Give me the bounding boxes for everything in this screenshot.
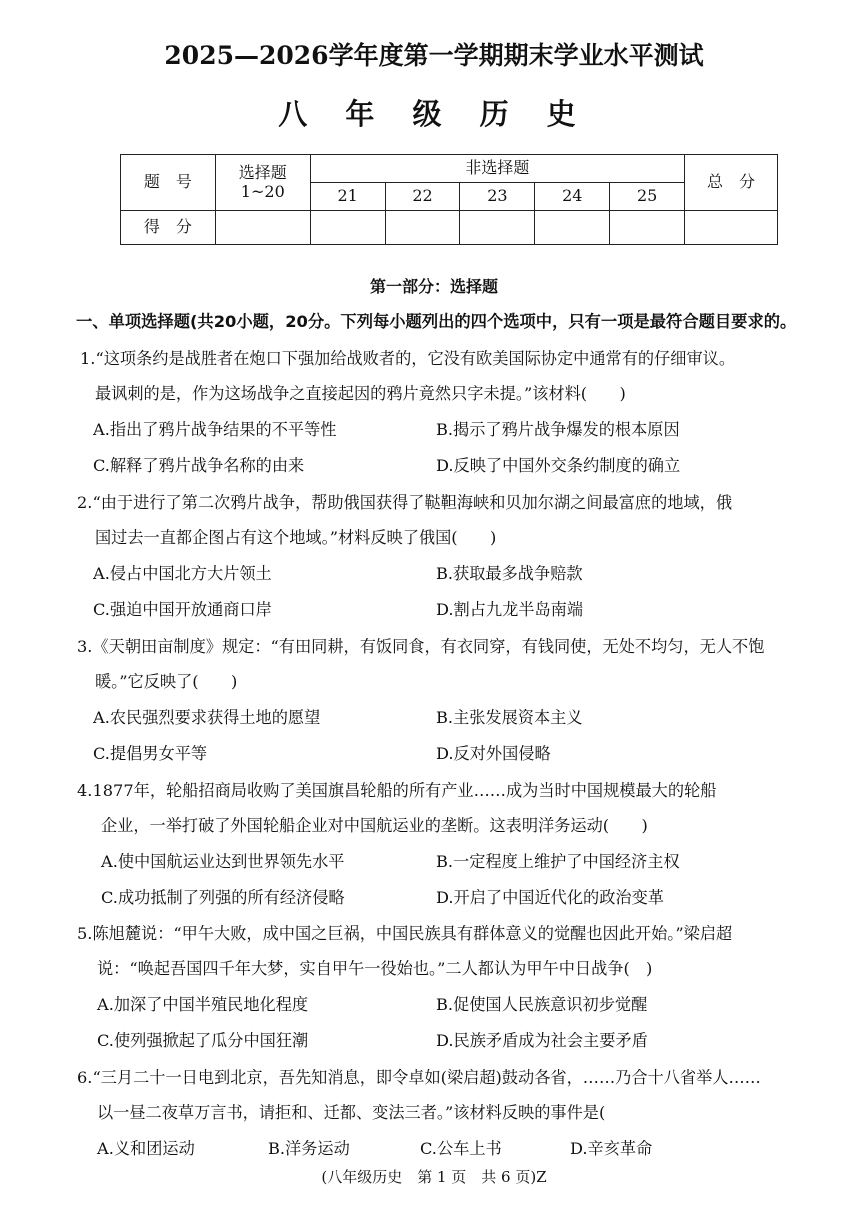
question-6-option-a[interactable]: A.义和团运动	[97, 1139, 195, 1158]
question-1-option-c[interactable]: C.解释了鸦片战争名称的由来	[93, 456, 305, 475]
section-title: 第一部分：选择题	[369, 277, 498, 296]
question-3-stem-line-1: 3.《天朝田亩制度》规定：“有田同耕，有饭同食，有衣同穿，有钱同使，无处不均匀，无人不饱	[77, 637, 765, 656]
question-5-option-d[interactable]: D.民族矛盾成为社会主要矛盾	[436, 1031, 648, 1050]
question-4-option-c[interactable]: C.成功抵制了列强的所有经济侵略	[101, 888, 345, 907]
question-5-stem-line-1: 5.陈旭麓说：“甲午大败，成中国之巨祸，中国民族具有群体意义的觉醒也因此开始。”梁启超	[77, 924, 733, 943]
question-2-stem-line-1: 2.“由于进行了第二次鸦片战争，帮助俄国获得了鞑靼海峡和贝加尔湖之间最富庶的地域，俄	[77, 493, 733, 512]
page-footer: (八年级历史 第 1 页 共 6 页)Z	[321, 1168, 547, 1186]
question-number: 25	[610, 183, 685, 211]
question-1-option-d[interactable]: D.反映了中国外交条约制度的确立	[436, 456, 681, 475]
score-table	[120, 154, 778, 245]
question-6-option-d[interactable]: D.辛亥革命	[570, 1139, 653, 1158]
question-3-stem-line-2: 暖。”它反映了( )	[95, 672, 238, 691]
exam-subject: 八 年 级 历 史	[278, 97, 590, 131]
question-6-stem-line-1: 6.“三月二十一日电到北京，吾先知消息，即令卓如(梁启超)鼓动各省，……乃合十八省举人……	[77, 1068, 761, 1087]
nonchoice-header: 非选择题	[310, 155, 684, 183]
row-label-question-no: 题 号	[121, 155, 216, 211]
question-5-option-b[interactable]: B.促使国人民族意识初步觉醒	[436, 995, 648, 1014]
question-2-stem-line-2: 国过去一直都企图占有这个地域。”材料反映了俄国( )	[95, 528, 497, 547]
question-4-stem-line-1: 4.1877年，轮船招商局收购了美国旗昌轮船的所有产业……成为当时中国规模最大的轮船	[77, 781, 717, 800]
row-label-score: 得 分	[121, 211, 216, 245]
question-6-option-b[interactable]: B.洋务运动	[268, 1139, 350, 1158]
question-3-option-d[interactable]: D.反对外国侵略	[436, 744, 551, 763]
score-cell[interactable]	[310, 211, 385, 245]
question-1-option-b[interactable]: B.揭示了鸦片战争爆发的根本原因	[436, 420, 680, 439]
question-5-option-c[interactable]: C.使列强掀起了瓜分中国狂潮	[97, 1031, 309, 1050]
choice-label: 选择题	[238, 163, 287, 183]
score-cell[interactable]	[685, 211, 778, 245]
question-2-option-b[interactable]: B.获取最多战争赔款	[436, 564, 583, 583]
question-number: 24	[535, 183, 610, 211]
question-2-option-c[interactable]: C.强迫中国开放通商口岸	[93, 600, 272, 619]
choice-header	[215, 155, 310, 211]
question-4-option-a[interactable]: A.使中国航运业达到世界领先水平	[101, 852, 345, 871]
score-cell[interactable]	[610, 211, 685, 245]
question-6-option-c[interactable]: C.公车上书	[420, 1139, 502, 1158]
question-number: 22	[385, 183, 460, 211]
question-1-stem-line-1: 1.“这项条约是战胜者在炮口下强加给战败者的，它没有欧美国际协定中通常有的仔细审议。	[80, 349, 736, 368]
question-1-option-a[interactable]: A.指出了鸦片战争结果的不平等性	[93, 420, 337, 439]
choice-range: 1~20	[240, 181, 285, 201]
question-5-stem-line-2: 说：“唤起吾国四千年大梦，实自甲午一役始也。”二人都认为甲午中日战争( )	[97, 959, 653, 978]
score-cell[interactable]	[215, 211, 310, 245]
question-3-option-a[interactable]: A.农民强烈要求获得土地的愿望	[93, 708, 321, 727]
question-1-stem-line-2: 最讽刺的是，作为这场战争之直接起因的鸦片竟然只字未提。”该材料( )	[95, 384, 626, 403]
total-header: 总 分	[685, 155, 778, 211]
question-4-stem-line-2: 企业，一举打破了外国轮船企业对中国航运业的垄断。这表明洋务运动( )	[101, 816, 648, 835]
question-5-option-a[interactable]: A.加深了中国半殖民地化程度	[97, 995, 309, 1014]
question-2-option-d[interactable]: D.割占九龙半岛南端	[436, 600, 584, 619]
score-cell[interactable]	[385, 211, 460, 245]
question-3-option-b[interactable]: B.主张发展资本主义	[436, 708, 583, 727]
question-4-option-b[interactable]: B.一定程度上维护了中国经济主权	[436, 852, 680, 871]
score-cell[interactable]	[460, 211, 535, 245]
score-cell[interactable]	[535, 211, 610, 245]
question-3-option-c[interactable]: C.提倡男女平等	[93, 744, 208, 763]
question-number: 23	[460, 183, 535, 211]
section-instruction: 一、单项选择题(共20小题，20分。下列每小题列出的四个选项中，只有一项是最符合题目要求的。	[76, 312, 797, 331]
question-4-option-d[interactable]: D.开启了中国近代化的政治变革	[436, 888, 664, 907]
question-6-stem-line-2: 以一昼二夜草万言书，请拒和、迁都、变法三者。”该材料反映的事件是(	[97, 1103, 606, 1122]
question-number: 21	[310, 183, 385, 211]
question-2-option-a[interactable]: A.侵占中国北方大片领土	[93, 564, 272, 583]
exam-title: 2025—2026学年度第一学期期末学业水平测试	[164, 41, 704, 70]
